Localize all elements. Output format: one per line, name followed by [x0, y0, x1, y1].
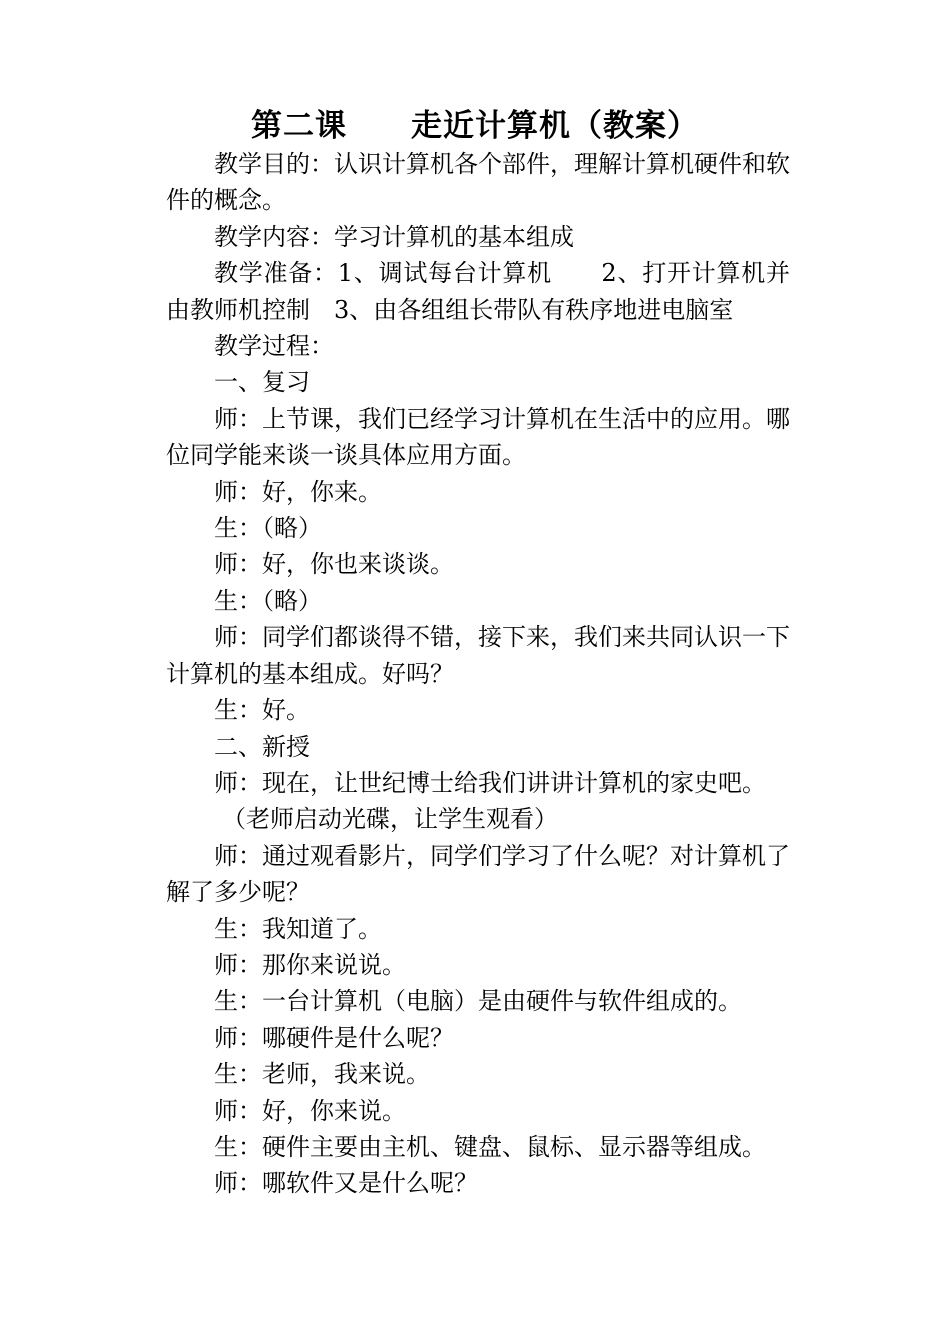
paragraph: 师：通过观看影片，同学们学习了什么呢？对计算机了解了多少呢？	[166, 841, 790, 907]
paragraph: 生：我知道了。	[214, 914, 382, 943]
paragraph: 师：现在，让世纪博士给我们讲讲计算机的家史吧。	[214, 768, 766, 797]
paragraph: 师：那你来说说。	[214, 950, 406, 979]
paragraph: 师：好，你也来谈谈。	[214, 550, 454, 579]
paragraph: 师：好，你来说。	[214, 1096, 406, 1125]
paragraph: （老师启动光碟，让学生观看）	[222, 805, 558, 834]
document-title: 第二课 走近计算机（教案）	[251, 108, 699, 144]
paragraph: 生：（略）	[214, 586, 322, 615]
section-heading: 二、新授	[214, 732, 310, 761]
paragraph: 教学准备：1、调试每台计算机 2、打开计算机并由教师机控制 3、由各组组长带队有秩序地进电脑室	[166, 259, 790, 324]
paragraph: 师：好，你来。	[214, 477, 382, 506]
paragraph: 生：一台计算机（电脑）是由硬件与软件组成的。	[214, 987, 742, 1016]
paragraph: 师：上节课，我们已经学习计算机在生活中的应用。哪位同学能来谈一谈具体应用方面。	[166, 404, 790, 470]
document-body	[166, 146, 790, 1202]
paragraph: 教学内容：学习计算机的基本组成	[214, 222, 574, 251]
paragraph: 师：哪硬件是什么呢？	[214, 1023, 454, 1052]
paragraph: 师：同学们都谈得不错，接下来，我们来共同认识一下计算机的基本组成。好吗？	[166, 623, 790, 688]
paragraph: 教学过程：	[214, 332, 334, 361]
paragraph: 教学目的：认识计算机各个部件，理解计算机硬件和软件的概念。	[166, 150, 790, 215]
section-heading: 一、复习	[214, 368, 310, 397]
paragraph: 生：好。	[214, 696, 310, 725]
paragraph: 生：老师，我来说。	[214, 1060, 430, 1089]
paragraph: 生：（略）	[214, 514, 322, 543]
paragraph: 师：哪软件又是什么呢？	[214, 1169, 478, 1198]
paragraph: 生：硬件主要由主机、键盘、鼠标、显示器等组成。	[214, 1132, 766, 1161]
